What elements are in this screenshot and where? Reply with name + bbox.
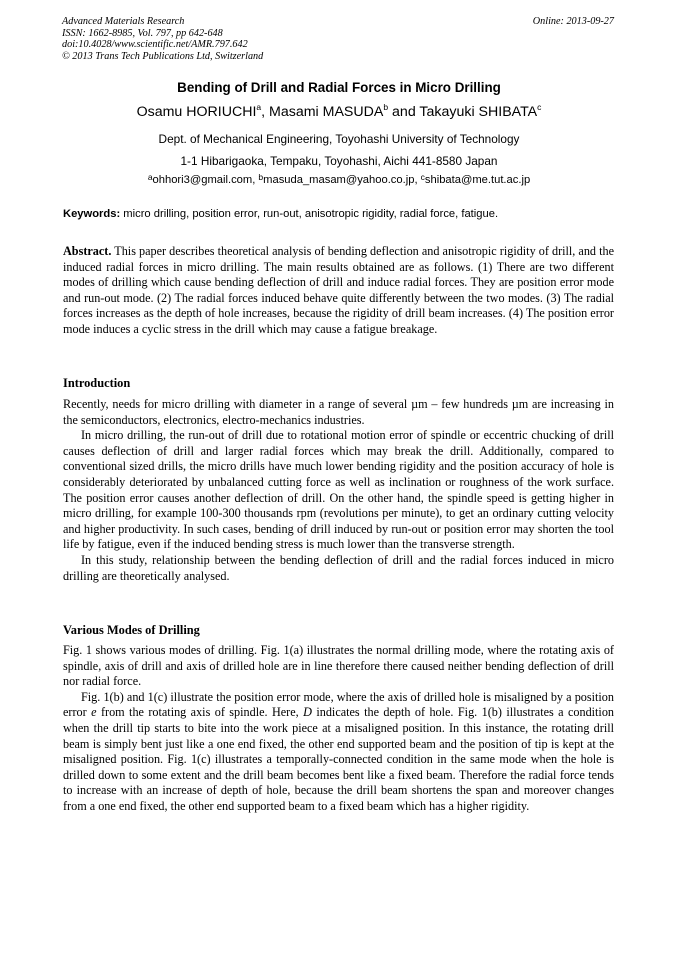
author-list xyxy=(0,104,678,120)
author-affil-mark: a xyxy=(256,102,262,112)
modes-body xyxy=(63,643,614,815)
author-name: Masami MASUDA xyxy=(269,104,384,120)
author-separator: , xyxy=(261,104,270,120)
text-run: Fig. 1(b) and 1(c) illustrate the position error mode, where the axis of drilled hole is misaligned by a position error xyxy=(63,689,614,720)
paragraph xyxy=(63,690,614,815)
affiliation-dept: Dept. of Mechanical Engineering, Toyohashi University of Technology xyxy=(158,132,520,146)
introduction-body xyxy=(63,397,614,584)
paragraph: In this study, relationship between the bending deflection of drill and the radial forces induced in micro drilling are theoretically analysed. xyxy=(63,552,614,583)
online-date: Online: 2013-09-27 xyxy=(532,16,614,27)
issn-line: ISSN: 1662-8985, Vol. 797, pp 642-648 xyxy=(62,27,223,39)
author-affil-mark: b xyxy=(383,102,389,112)
paragraph: In micro drilling, the run-out of drill due to rotational motion error of spindle or eccentric chucking of drill causes deflection of drill and larger radial forces which may break the drill. Additionally, compared to conventional sized drills, the micro drills have much lower bending rigidity and the position accuracy of hole is considerably deteriorated by unbalanced cutting force as well as inclination or roughness of the work surface. The position error causes another deflection of drill. On the other hand, the spindle speed is getting higher in micro drilling, for example 100-300 thousands rpm (revolutions per minute), to get an ordinary cutting velocity and higher productivity. In such cases, bending of drill induced by run-out or position error may shorten the tool life by fatigue, even if the induced bending stress is much lower than the transverse strength. xyxy=(63,428,614,552)
journal-name: Advanced Materials Research xyxy=(62,16,185,27)
email-address: shibata@me.tut.ac.jp xyxy=(424,174,531,186)
email-separator: , xyxy=(252,174,259,186)
email-list xyxy=(0,174,678,186)
abstract xyxy=(63,244,614,338)
email-mark: a xyxy=(147,172,153,182)
variable-D: D xyxy=(303,705,312,720)
keywords xyxy=(63,208,615,220)
abstract-text: This paper describes theoretical analysis of bending deflection and anisotropic rigidity of drill, and the induced radial forces in micro drilling. The main results obtained are as follows. (1) There are two different modes of drilling which cause bending deflection of drill and induce radial forces. They are position error mode and run-out mode. (2) The radial forces induced behave quite differently between the two modes. (3) The radial forces increases as the depth of hole increases, because the rigidity of drill beam increases. (4) The position error mode induces a cyclic stress in the drill which may cause a fatigue breakage. xyxy=(63,244,614,336)
author-affil-mark: c xyxy=(537,102,542,112)
author-name: Takayuki SHIBATA xyxy=(419,104,538,120)
keywords-text: micro drilling, position error, run-out, anisotropic rigidity, radial force, fatigue. xyxy=(120,208,499,220)
paragraph: Recently, needs for micro drilling with diameter in a range of several µm – few hundreds µm are increasing in the semiconductors, electronics, electro-mechanics industries. xyxy=(63,397,614,427)
variable-e: e xyxy=(91,705,97,720)
journal-header xyxy=(62,16,263,62)
email-address: masuda_masam@yahoo.co.jp xyxy=(263,174,415,186)
abstract-label: Abstract. xyxy=(63,244,112,258)
section-heading-introduction: Introduction xyxy=(63,376,131,390)
paper-title: Bending of Drill and Radial Forces in Micro Drilling xyxy=(177,80,501,95)
paragraph: Fig. 1 shows various modes of drilling. Fig. 1(a) illustrates the normal drilling mode, where the rotating axis of spindle, axis of drill and axis of drilled hole are in line therefore there caused neither bending deflection of drill nor radial force. xyxy=(63,643,614,689)
text-run: from the rotating axis of spindle. Here, xyxy=(96,705,304,720)
text-run: indicates the depth of hole. Fig. 1(b) illustrates a condition when the drill tip starts to bite into the work piece at a misaligned position. In this instance, the rotating drill beam is simply bent just like a one end fixed, the other end supported beam and the position of tip is kept at the misaligned position. Fig. 1(c) illustrates a temporally-connected condition in the same mode when the hole is drilled down to some extent and the drill beam becomes bent like a fixed beam. Therefore the radial force tends to increase with an increase of depth of hole, because the drill beam shortens the span and moreover changes from a one end fixed, the other end supported beam to a fixed beam which has a higher rigidity. xyxy=(63,705,615,813)
affiliation-address: 1-1 Hibarigaoka, Tempaku, Toyohashi, Aichi 441-8580 Japan xyxy=(180,154,498,168)
keywords-label: Keywords: xyxy=(63,208,121,220)
email-address: ohhori3@gmail.com xyxy=(152,174,253,186)
email-separator: , xyxy=(414,174,421,186)
email-mark: b xyxy=(258,172,264,182)
copyright-line: © 2013 Trans Tech Publications Ltd, Switzerland xyxy=(62,50,264,62)
author-separator: and xyxy=(388,104,420,120)
email-mark: c xyxy=(420,172,425,182)
section-heading-modes: Various Modes of Drilling xyxy=(63,623,200,637)
doi-line: doi:10.4028/www.scientific.net/AMR.797.642 xyxy=(62,39,248,51)
author-name: Osamu HORIUCHI xyxy=(136,104,257,120)
